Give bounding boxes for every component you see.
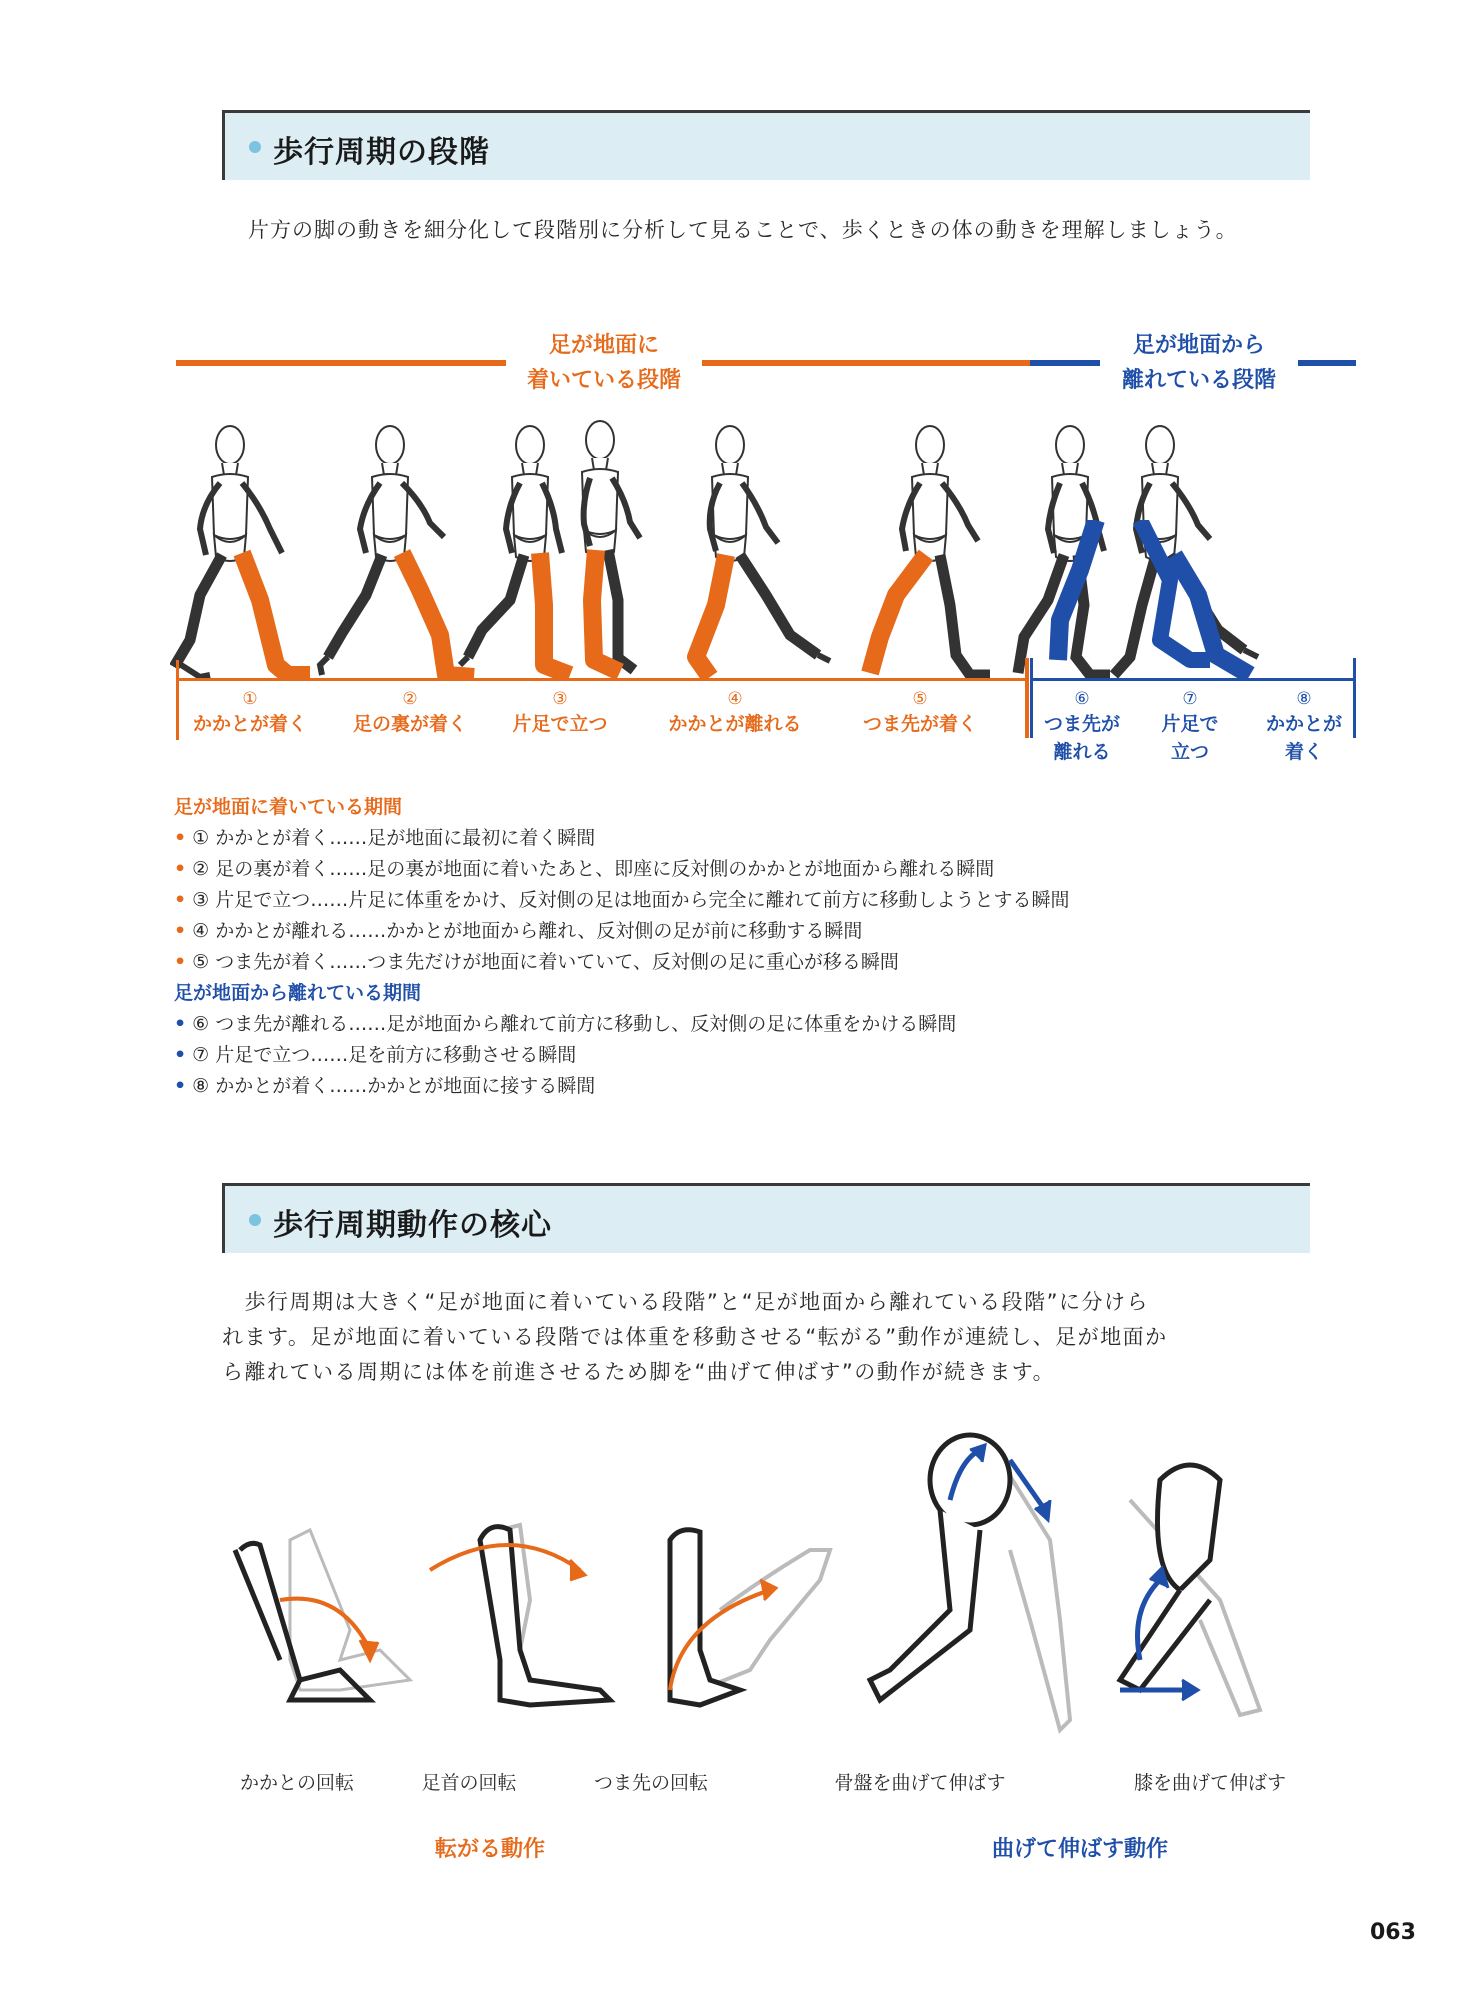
para-line-2: れます。足が地面に着いている段階では体重を移動させる“転がる”動作が連続し、足が地面か: [222, 1325, 1168, 1349]
page-number: 063: [1370, 1920, 1416, 1945]
swing-phase-label: [1100, 328, 1298, 398]
list-item: [174, 1040, 1069, 1071]
bullet: •: [174, 827, 187, 849]
step-3-num: ③: [552, 689, 568, 709]
bullet: •: [174, 858, 187, 880]
step-5: [845, 688, 995, 738]
figure-6: [870, 426, 990, 675]
step-6-label1: つま先が: [1043, 713, 1120, 735]
knee-flex-figure: [1120, 1465, 1260, 1715]
figure-2: [320, 426, 474, 677]
step-6-label2: 離れる: [1053, 741, 1111, 763]
caption-toe-rotation: つま先の回転: [593, 1772, 708, 1794]
step-8-label2: 着く: [1284, 741, 1323, 763]
step-2: [340, 688, 480, 738]
step-8: [1254, 688, 1354, 766]
step-8-num: ⑧: [1296, 689, 1312, 709]
list-item: [174, 947, 1069, 978]
list-item-text: ⑥ つま先が離れる……足が地面から離れて前方に移動し、反対側の足に体重をかける瞬間: [192, 1013, 957, 1035]
para-line-1: 歩行周期は大きく“足が地面に着いている段階”と“足が地面から離れている段階”に分けら: [222, 1290, 1150, 1314]
step-1-label: かかとが着く: [192, 713, 307, 735]
stance-list-heading: 足が地面に着いている期間: [174, 796, 403, 818]
stance-timeline: [176, 678, 1026, 681]
toe-rotation-figure: [670, 1530, 830, 1705]
list-item: [174, 823, 1069, 854]
section1-header: [222, 110, 1310, 180]
step-7-label2: 立つ: [1170, 741, 1209, 763]
ankle-rotation-figure: [430, 1525, 610, 1705]
step-3-label: 片足で立つ: [512, 713, 608, 735]
list-item-text: ⑦ 片足で立つ……足を前方に移動させる瞬間: [192, 1044, 577, 1066]
step-2-label: 足の裏が着く: [352, 713, 467, 735]
step-6: [1032, 688, 1132, 766]
step-1: [180, 688, 320, 738]
swing-phase-line1: 足が地面から: [1132, 333, 1265, 358]
list-item-text: ④ かかとが離れる……かかとが地面から離れ、反対側の足が前に移動する瞬間: [192, 920, 863, 942]
pelvis-flex-figure: [870, 1435, 1070, 1730]
phase-list: [174, 792, 1069, 1102]
stance-line-right: [702, 360, 1030, 366]
figure-5: [696, 426, 830, 677]
bullet: •: [174, 1075, 187, 1097]
bullet: •: [174, 1044, 187, 1066]
step-4-label: かかとが離れる: [668, 713, 802, 735]
header-bullet-icon: [249, 141, 261, 153]
step-4-num: ④: [727, 689, 743, 709]
list-item: [174, 916, 1069, 947]
caption-ankle-rotation: 足首の回転: [421, 1772, 517, 1794]
swing-line-left: [1030, 360, 1100, 366]
section2-paragraph: [222, 1285, 1322, 1390]
stance-phase-line1: 足が地面に: [548, 333, 659, 358]
step-2-num: ②: [402, 689, 418, 709]
swing-phase-line2: 離れている段階: [1121, 368, 1276, 393]
list-item-text: ② 足の裏が着く……足の裏が地面に着いたあと、即座に反対側のかかとが地面から離れる瞬間: [192, 858, 995, 880]
swing-list-heading: 足が地面から離れている期間: [174, 982, 422, 1004]
swing-legs-overlay: [1040, 520, 1360, 690]
bend-extend-motion-caption: 曲げて伸ばす動作: [991, 1837, 1168, 1862]
step-6-num: ⑥: [1074, 689, 1090, 709]
para-line-3: ら離れている周期には体を前進させるため脚を“曲げて伸ばす”の動作が続きます。: [222, 1360, 1056, 1384]
section2-header: [222, 1183, 1310, 1253]
figure-3: [460, 426, 570, 675]
step-8-label1: かかとが: [1265, 713, 1342, 735]
stance-tick-left: [176, 660, 179, 740]
rolling-motion-caption: 転がる動作: [434, 1837, 545, 1862]
heel-rotation-figure: [235, 1530, 410, 1700]
stance-line-left: [176, 360, 506, 366]
figure-4: [582, 421, 640, 672]
header-bullet-icon: [249, 1214, 261, 1226]
step-5-label: つま先が着く: [862, 713, 977, 735]
step-4: [650, 688, 820, 738]
step-7-num: ⑦: [1182, 689, 1198, 709]
bullet: •: [174, 951, 187, 973]
stance-tick-right: [1025, 658, 1029, 738]
list-item: [174, 1009, 1069, 1040]
section1-title: 歩行周期の段階: [273, 135, 490, 170]
list-item-text: ① かかとが着く……足が地面に最初に着く瞬間: [192, 827, 596, 849]
list-item: [174, 854, 1069, 885]
swing-line-right: [1298, 360, 1356, 366]
list-item-text: ⑤ つま先が着く……つま先だけが地面に着いていて、反対側の足に重心が移る瞬間: [192, 951, 899, 973]
step-7-label1: 片足で: [1161, 713, 1219, 735]
step-1-num: ①: [242, 689, 258, 709]
leg-motion-illustration: [220, 1420, 1330, 1750]
list-item: [174, 1071, 1069, 1102]
section1-intro: 片方の脚の動きを細分化して段階別に分析して見ることで、歩くときの体の動きを理解しましょう。: [248, 218, 1238, 242]
stance-phase-label: [506, 328, 702, 398]
swing-timeline: [1030, 678, 1356, 681]
stance-phase-line2: 着いている段階: [526, 368, 681, 393]
list-item: [174, 885, 1069, 916]
section2-title: 歩行周期動作の核心: [273, 1208, 552, 1243]
step-3: [490, 688, 630, 738]
step-5-num: ⑤: [912, 689, 928, 709]
figure-1: [174, 426, 310, 677]
list-item-text: ③ 片足で立つ……片足に体重をかけ、反対側の足は地面から完全に離れて前方に移動しようとする瞬間: [192, 889, 1070, 911]
caption-heel-rotation: かかとの回転: [239, 1772, 354, 1794]
caption-knee-flex: 膝を曲げて伸ばす: [1133, 1772, 1286, 1794]
caption-pelvis-flex: 骨盤を曲げて伸ばす: [834, 1772, 1006, 1794]
step-7: [1140, 688, 1240, 766]
bullet: •: [174, 1013, 187, 1035]
list-item-text: ⑧ かかとが着く……かかとが地面に接する瞬間: [192, 1075, 596, 1097]
bullet: •: [174, 889, 187, 911]
bullet: •: [174, 920, 187, 942]
